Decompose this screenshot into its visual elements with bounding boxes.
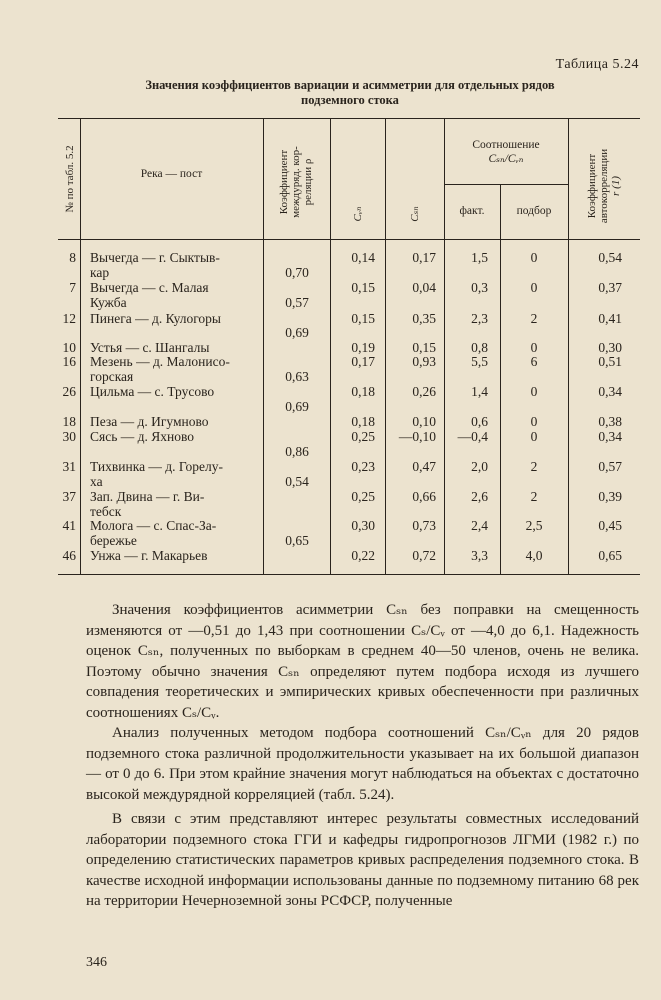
row-autocorr: 0,39 (598, 489, 622, 504)
row-river: Пеза — д. Игумново (90, 414, 209, 429)
row-cs: 0,93 (412, 354, 436, 369)
header-cv: Cᵥₙ (352, 206, 364, 222)
col-rule-6 (500, 184, 501, 574)
ratio-sub-rule (444, 184, 568, 185)
row-no: 46 (62, 548, 76, 563)
row-fit: 0 (530, 280, 538, 295)
col-rule-2 (263, 118, 264, 574)
row-no: 41 (62, 518, 76, 533)
row-no: 37 (62, 489, 76, 504)
row-cv: 0,17 (351, 354, 375, 369)
row-cs: 0,10 (412, 414, 436, 429)
header-rho: Коэффициент междуряд. кор- реляции ρ (278, 146, 314, 218)
row-fact: 0,8 (471, 340, 488, 355)
row-autocorr: 0,37 (598, 280, 622, 295)
page-number: 346 (86, 955, 107, 970)
row-river: Вычегда — г. Сыктыв- кар (90, 250, 220, 280)
row-no: 8 (69, 250, 76, 265)
row-fit: 2 (530, 311, 538, 326)
row-no: 12 (62, 311, 76, 326)
row-river: Цильма — с. Трусово (90, 384, 215, 399)
row-fact: 1,5 (471, 250, 488, 265)
body-text (86, 600, 639, 912)
row-fit: 2 (530, 489, 538, 504)
row-fact: 5,5 (471, 354, 488, 369)
row-autocorr: 0,65 (598, 548, 622, 563)
rho-value: 0,70 (285, 265, 309, 280)
row-autocorr: 0,34 (598, 429, 622, 444)
header-fact: факт. (459, 205, 485, 217)
row-fact: 2,0 (471, 459, 488, 474)
row-cs: 0,72 (412, 548, 436, 563)
row-no: 16 (62, 354, 76, 369)
table-title-line2: подземного стока (301, 93, 399, 107)
row-fact: 2,4 (471, 518, 488, 533)
row-fit: 4,0 (525, 548, 543, 563)
rho-value: 0,65 (285, 533, 309, 548)
paragraph: Анализ полученных методом подбора соотношений Cₛₙ/Cᵥₙ для 20 рядов подземного стока различной продолжительности указывает на их большой диапазон — от 0 до 6. При этом крайние значения могут наблюдаться на объектах с достаточно высокой междурядной корреляцией (табл. 5.24). (86, 725, 639, 803)
header-no: № по табл. 5.2 (64, 145, 76, 213)
row-cv: 0,19 (351, 340, 375, 355)
row-river: Устья — с. Шангалы (90, 340, 210, 355)
rho-value: 0,63 (285, 369, 309, 384)
header-fit: подбор (516, 205, 552, 217)
row-fit: 0 (530, 250, 538, 265)
row-cv: 0,30 (351, 518, 375, 533)
paragraph: Значения коэффициентов асимметрии Cₛₙ без поправки на смещенность изменяются от —0,51 до 1,43 при соотношении Cₛ/Cᵥ от —4,0 до 6,1. Надежность оценок Cₛₙ, полученных по выборкам в среднем 40—50 членов, очень не велика. Поэтому обычно значения Cₛₙ определяют путем подбора исходя из лучшего совпадения теоретических и эмпирических кривых обеспеченности при различных соотношениях Cₛ/Cᵥ. (86, 602, 639, 721)
row-cv: 0,18 (351, 414, 375, 429)
row-cv: 0,25 (351, 489, 375, 504)
table-bottom-rule (58, 574, 640, 575)
row-river: Тихвинка — д. Горелу- ха (90, 459, 224, 489)
table-header-rule (58, 239, 640, 240)
table-number: Таблица 5.24 (555, 57, 639, 72)
row-fit: 6 (530, 354, 538, 369)
row-river: Пинега — д. Кулогоры (90, 311, 221, 326)
table-title (60, 78, 640, 108)
row-cv: 0,23 (351, 459, 375, 474)
row-autocorr: 0,30 (598, 340, 622, 355)
row-fact: —0,4 (457, 429, 488, 444)
col-rule-3 (330, 118, 331, 574)
row-cs: —0,10 (398, 429, 436, 444)
row-cv: 0,22 (351, 548, 375, 563)
row-fit: 0 (530, 414, 538, 429)
col-rule-5 (444, 118, 445, 574)
row-autocorr: 0,38 (598, 414, 622, 429)
row-cs: 0,66 (412, 489, 436, 504)
row-autocorr: 0,57 (598, 459, 622, 474)
row-cs: 0,15 (412, 340, 436, 355)
header-ratio: Соотношение Cₛₙ/Cᵥₙ (472, 139, 540, 165)
row-river: Зап. Двина — г. Ви- тебск (90, 489, 205, 519)
rho-value: 0,69 (285, 325, 309, 340)
row-fit: 0 (530, 429, 538, 444)
row-no: 26 (62, 384, 76, 399)
header-cs: Cₛₙ (409, 206, 421, 222)
row-autocorr: 0,54 (598, 250, 622, 265)
row-fit: 2,5 (525, 518, 543, 533)
row-river: Молога — с. Спас-За- бережье (90, 518, 217, 548)
row-cv: 0,14 (351, 250, 375, 265)
rho-value: 0,86 (285, 444, 309, 459)
row-fact: 0,6 (471, 414, 488, 429)
row-cs: 0,47 (412, 459, 436, 474)
row-cv: 0,15 (351, 280, 375, 295)
header-river: Река — пост (140, 168, 203, 180)
col-rule-7 (568, 118, 569, 574)
row-fact: 1,4 (471, 384, 488, 399)
row-fact: 3,3 (471, 548, 488, 563)
row-cv: 0,25 (351, 429, 375, 444)
row-no: 30 (62, 429, 76, 444)
row-fit: 0 (530, 384, 538, 399)
row-cs: 0,26 (412, 384, 436, 399)
paragraph: В связи с этим представляют интерес результаты совместных исследований лаборатории подземного стока ГГИ и кафедры гидропрогнозов ЛГМИ (1982 г.) по определению статистических параметров кривых распределения подземного стока. В качестве исходной информации использованы данные по подземному питанию 68 рек на территории Нечерноземной зоны РСФСР, полученные (86, 811, 639, 909)
row-autocorr: 0,51 (598, 354, 622, 369)
row-no: 7 (69, 280, 76, 295)
col-rule-1 (80, 118, 81, 574)
row-autocorr: 0,41 (598, 311, 622, 326)
row-cs: 0,73 (412, 518, 436, 533)
rho-value: 0,69 (285, 399, 309, 414)
row-no: 10 (62, 340, 76, 355)
row-cv: 0,18 (351, 384, 375, 399)
row-fit: 2 (530, 459, 538, 474)
row-cv: 0,15 (351, 311, 375, 326)
row-fact: 2,6 (471, 489, 488, 504)
row-river: Вычегда — с. Малая Кужба (90, 280, 209, 310)
row-autocorr: 0,45 (598, 518, 622, 533)
row-fact: 2,3 (471, 311, 488, 326)
col-rule-4 (385, 118, 386, 574)
row-fact: 0,3 (471, 280, 488, 295)
row-cs: 0,17 (412, 250, 436, 265)
rho-value: 0,54 (285, 474, 309, 489)
row-river: Мезень — д. Малонисо- горская (90, 354, 230, 384)
row-autocorr: 0,34 (598, 384, 622, 399)
table-title-line1: Значения коэффициентов вариации и асимметрии для отдельных рядов (145, 78, 555, 92)
row-cs: 0,04 (412, 280, 436, 295)
header-autocorr: Коэффициент автокорреляции r (1) (586, 148, 622, 224)
row-river: Унжа — г. Макарьев (90, 548, 208, 563)
table-top-rule (58, 118, 640, 119)
row-no: 31 (62, 459, 76, 474)
rho-value: 0,57 (285, 295, 309, 310)
row-cs: 0,35 (412, 311, 436, 326)
row-no: 18 (62, 414, 76, 429)
row-fit: 0 (530, 340, 538, 355)
row-river: Сясь — д. Яхново (90, 429, 194, 444)
